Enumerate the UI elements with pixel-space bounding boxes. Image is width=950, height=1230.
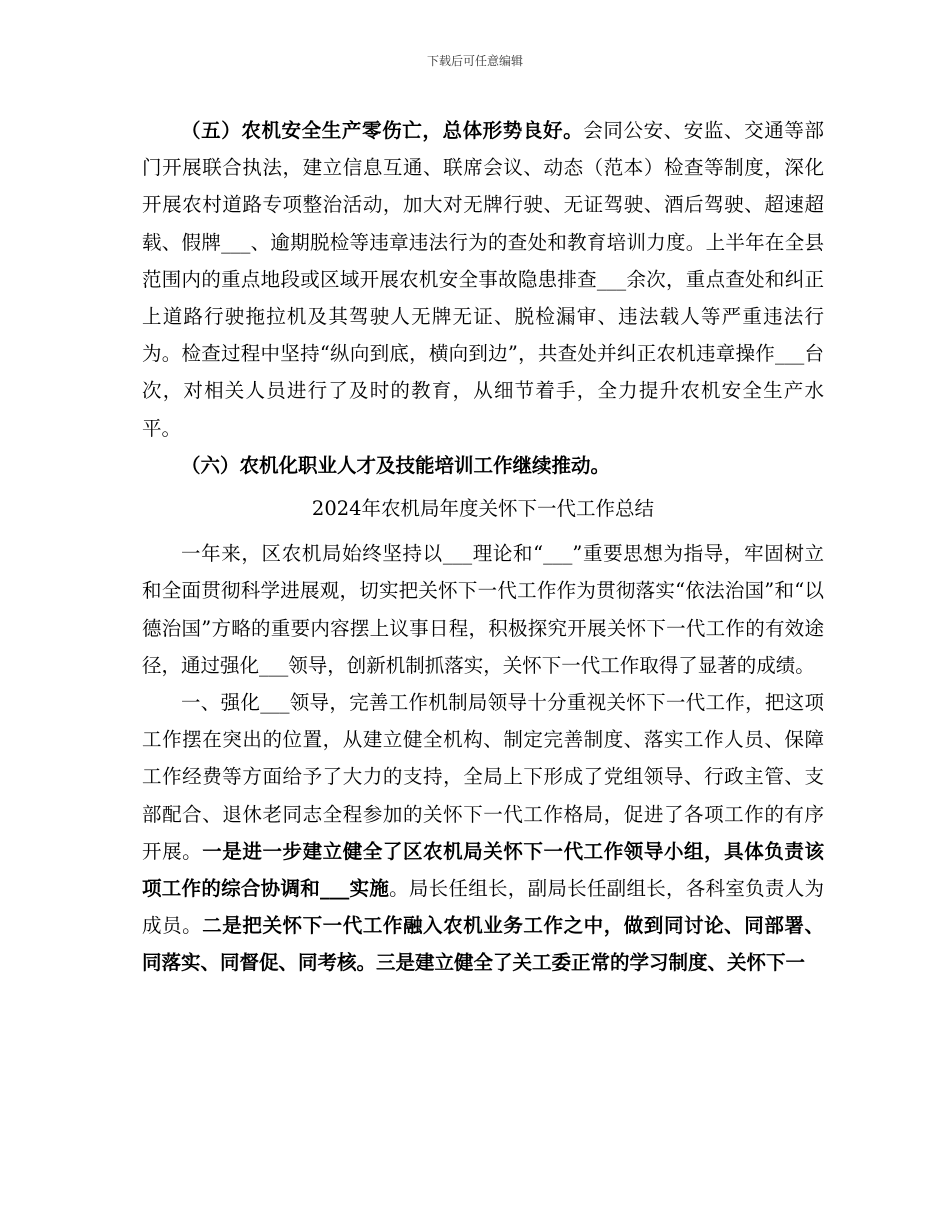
section-5-heading: （五）农机安全生产零伤亡，总体形势良好。	[181, 119, 584, 142]
part-1-text-a: 一、强化___领导，完善工作机制局领导十分重视关怀下一代工作，把这项工作摆在突出的位置，从建立健全机构、制定完善制度、落实工作人员、保障工作经费等方面给予了大力的支持，全局上下形成了党组领导、行政主管、支部配合、退休老同志全程参加的关怀下一代工作格局，促进了各项工作的有序开展。	[142, 691, 824, 863]
document-title: 2024年农机局年度关怀下一代工作总结	[311, 497, 655, 521]
intro-paragraph: 一年来，区农机局始终坚持以___理论和“___”重要思想为指导，牢固树立和全面贯彻科学进展观，切实把关怀下一代工作作为贯彻落实“依法治国”和“以德治国”方略的重要内容摆上议事日程，积极探究开展关怀下一代工作的有效途径，通过强化___领导，创新机制抓落实，关怀下一代工作取得了显著的成绩。	[142, 542, 824, 677]
part-1-text-b: 。局长任组长，副局长任副组长，各科室负责人为成员。	[142, 877, 824, 938]
section-5-body: 会同公安、安监、交通等部门开展联合执法，建立信息互通、联席会议、动态（范本）检查等制度，深化开展农村道路专项整治活动，加大对无牌行驶、无证驾驶、酒后驾驶、超速超载、假牌___、逾期脱检等违章违法行为的查处和教育培训力度。上半年在全县范围内的重点地段或区域开展农机安全事故隐患排查___余次，重点查处和纠正上道路行驶拖拉机及其驾驶人无牌无证、脱检漏审、违法载人等严重违法行为。检查过程中坚持“纵向到底，横向到边”，共查处并纠正农机违章操作___台次，对相关人员进行了及时的教育，从细节着手，全力提升农机安全生产水平。	[142, 119, 824, 440]
page-header: 下载后可任意编辑	[426, 54, 523, 68]
section-6-heading: （六）农机化职业人才及技能培训工作继续推动。	[181, 453, 611, 477]
section-5-paragraph	[142, 112, 824, 447]
part-1-paragraph	[142, 684, 824, 982]
part-1-bold-b: 二是把关怀下一代工作融入农机业务工作之中，做到同讨论、同部署、同落实、同督促、同考核。三是建立健全了关工委正常的学习制度、关怀下一	[142, 914, 824, 975]
part-1-bold-a: 一是进一步建立健全了区农机局关怀下一代工作领导小组，具体负责该项工作的综合协调和___实施	[142, 839, 824, 901]
document-body	[142, 112, 824, 982]
